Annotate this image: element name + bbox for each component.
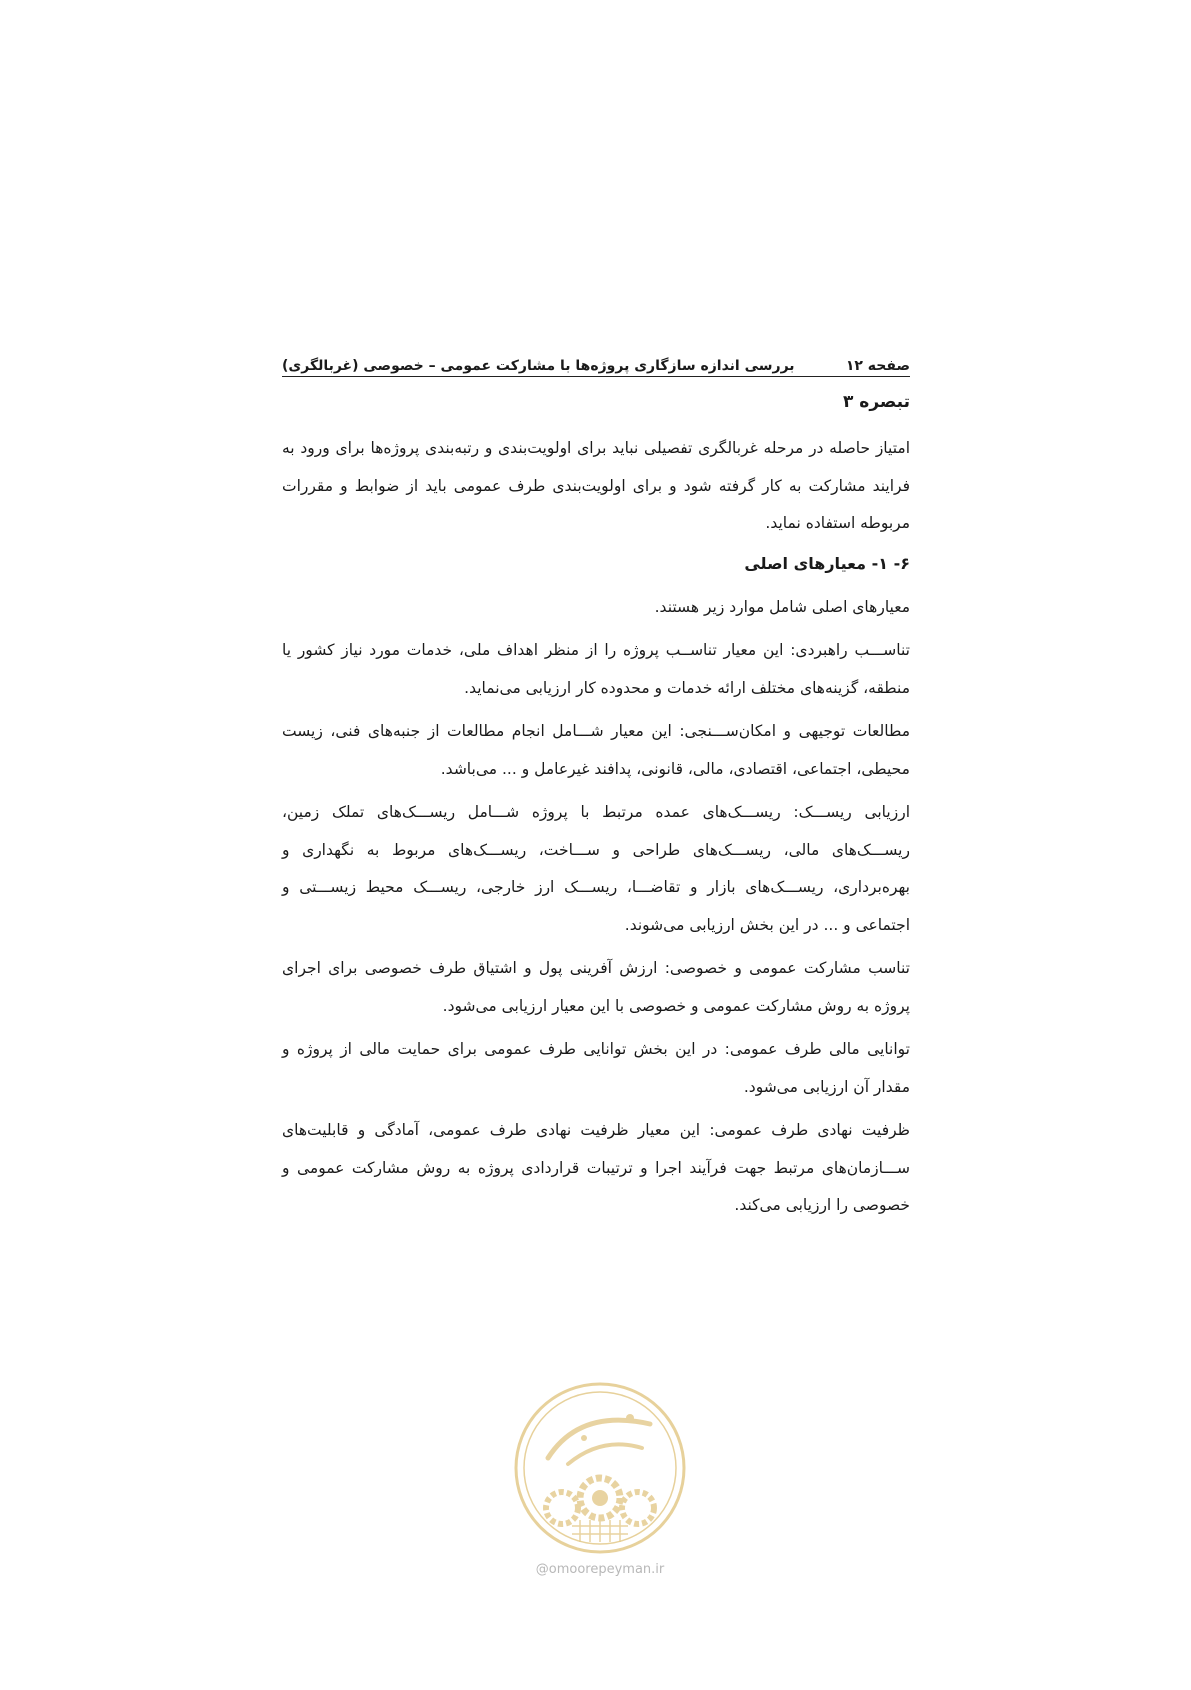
criterion-paragraph: مطالعات توجیهی و امکان‌ســـنجی: این معیار شـــامل انجام مطالعات از جنبه‌های فنی، زیست محیطی، اجتماعی، اقتصادی، مالی، قانونی، پدافند غیرعامل و ... می‌باشد. [282,722,910,778]
page-body [282,388,910,1231]
section-heading [282,549,910,579]
note-title: تبصره ۳ [843,392,910,412]
watermark-website: @omoorepeyman.ir [535,1562,665,1577]
criterion-paragraph: ظرفیت نهادی طرف عمومی: این معیار ظرفیت نهادی طرف عمومی، آمادگی و قابلیت‌های ســـازمان‌های مرتبط جهت فرآیند اجرا و ترتیبات قراردادی پروژه به روش مشارکت عمومی و خصوصی را ارزیابی می‌کند. [282,1121,910,1214]
section-title: معیارهای اصلی [744,553,867,573]
watermark-seal [510,1378,690,1558]
page-number: صفحه ۱۲ [845,358,910,374]
section-number: ۶- ۱- [871,553,910,573]
criterion-paragraph: توانایی مالی طرف عمومی: در این بخش توانایی طرف عمومی برای حمایت مالی از پروژه و مقدار آن ارزیابی می‌شود. [282,1040,910,1096]
note-text: امتیاز حاصله در مرحله غربالگری تفصیلی نباید برای اولویت‌بندی و رتبه‌بندی پروژه‌ها برای ورود به فرایند مشارکت به کار گرفته شود و برای اولویت‌بندی طرف عمومی باید از ضوابط و مقررات مربوطه استفاده نماید. [282,439,910,532]
running-header [282,350,910,377]
section-intro: معیارهای اصلی شامل موارد زیر هستند. [654,597,910,616]
criterion-paragraph: تناســـب راهبردی: این معیار تناســب پروژه را از منظر اهداف ملی، خدمات مورد نیاز کشور یا منطقه، گزینه‌های مختلف ارائه خدمات و محدوده کار ارزیابی می‌نماید. [282,641,910,697]
criterion-paragraph: ارزیابی ریســـک: ریســـک‌های عمده مرتبط با پروژه شـــامل ریســـک‌های تملک زمین، ریســـک‌های مالی، ریســـک‌های طراحی و ســـاخت، ریســـک‌های مربوط به نگهداری و بهره‌برداری، ریســـک‌های بازار و تقاضـــا، ریســـک ارز خارجی، ریســـک محیط زیســـتی و اجتماعی و ... در این بخش ارزیابی می‌شوند. [282,803,910,934]
criterion-paragraph: تناسب مشارکت عمومی و خصوصی: ارزش آفرینی پول و اشتیاق طرف خصوصی برای اجرای پروژه به روش مشارکت عمومی و خصوصی با این معیار ارزیابی می‌شود. [282,959,910,1015]
running-title: بررسی اندازه سازگاری پروژه‌ها با مشارکت عمومی – خصوصی (غربالگری) [282,358,795,374]
